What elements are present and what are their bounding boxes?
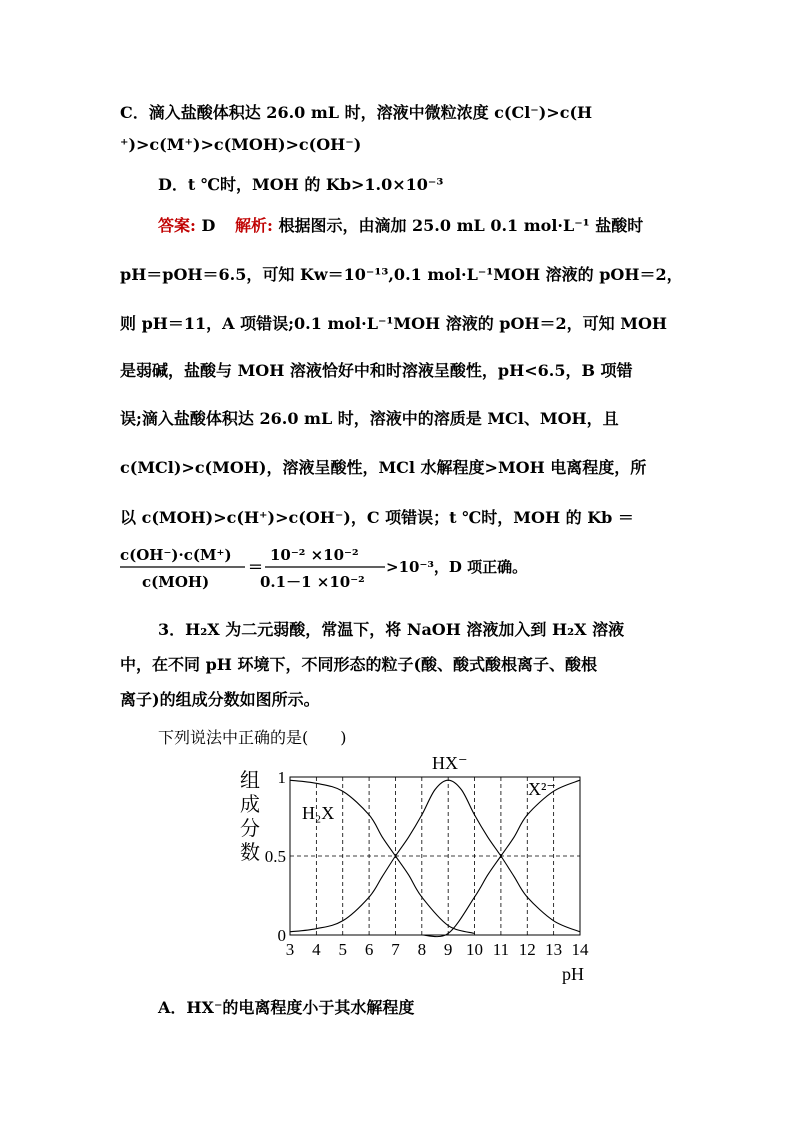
analysis-line-1: pH＝pOH＝6.5，可知 Kw＝10⁻¹³,0.1 mol·L⁻¹MOH 溶液的 pOH＝2， — [120, 265, 683, 284]
x-tick-label-3: 3 — [285, 940, 295, 959]
y-axis-label-char-1: 成 — [240, 794, 260, 816]
analysis-line-0: 根据图示，由滴加 25.0 mL 0.1 mol·L⁻¹ 盐酸时 — [278, 216, 644, 235]
formula-lhs-num: c(OH⁻)·c(M⁺) — [120, 546, 232, 564]
analysis-line-4: 误;滴入盐酸体积达 26.0 mL 时，溶液中的溶质是 MCl、MOH，且 — [120, 409, 619, 428]
q3-line-0: 3．H₂X 为二元弱酸，常温下，将 NaOH 溶液加入到 H₂X 溶液 — [158, 620, 625, 639]
q3-line-1: 中，在不同 pH 环境下，不同形态的粒子(酸、酸式酸根离子、酸根 — [120, 655, 598, 674]
answer-label: 答案: — [158, 216, 196, 235]
x-tick-label-14: 14 — [571, 940, 589, 959]
formula-rhs-den: 0.1－1 ×10⁻² — [260, 573, 365, 591]
composition-chart — [232, 755, 594, 985]
analysis-line-2: 则 pH＝11，A 项错误;0.1 mol·L⁻¹MOH 溶液的 pOH＝2，可知 MOH — [120, 314, 668, 333]
answer-line — [158, 213, 643, 236]
series-label-1: HX⁻ — [432, 755, 468, 773]
x-tick-label-7: 7 — [391, 940, 400, 959]
x-tick-label-11: 11 — [492, 940, 510, 959]
option-d: D．t ℃时，MOH 的 Kb>1.0×10⁻³ — [158, 175, 444, 194]
analysis-label: 解析: — [234, 216, 273, 235]
y-tick-label-0: 0 — [277, 926, 286, 945]
x-tick-label-8: 8 — [417, 940, 427, 959]
series-label-2: X²⁻ — [528, 779, 556, 799]
option-c: C．滴入盐酸体积达 26.0 mL 时，溶液中微粒浓度 c(Cl⁻)>c(H — [120, 103, 593, 122]
analysis-line-5: c(MCl)>c(MOH)，溶液呈酸性，MCl 水解程度>MOH 电离程度，所 — [120, 458, 647, 477]
x-tick-label-5: 5 — [338, 940, 347, 959]
x-tick-label-4: 4 — [312, 940, 321, 959]
x-axis-label: pH — [562, 964, 584, 984]
y-axis-label-char-0: 组 — [240, 770, 260, 792]
formula-rhs-num: 10⁻² ×10⁻² — [270, 546, 359, 564]
option-a: A．HX⁻的电离程度小于其水解程度 — [158, 998, 415, 1017]
y-tick-label-0.5: 0.5 — [264, 847, 286, 866]
y-tick-label-1: 1 — [277, 768, 286, 787]
kb-formula — [120, 540, 580, 598]
analysis-line-6: 以 c(MOH)>c(H⁺)>c(OH⁻)，C 项错误；t ℃时，MOH 的 Kb ＝ — [120, 508, 634, 527]
x-tick-label-9: 9 — [443, 940, 453, 959]
x-tick-label-13: 13 — [545, 940, 563, 959]
analysis-line-3: 是弱碱，盐酸与 MOH 溶液恰好中和时溶液呈酸性，pH<6.5，B 项错 — [120, 361, 633, 380]
x-tick-label-12: 12 — [518, 940, 536, 959]
formula-equals: ＝ — [248, 558, 264, 576]
x-tick-label-6: 6 — [364, 940, 374, 959]
y-axis-label-char-2: 分 — [240, 818, 260, 840]
x-tick-label-10: 10 — [466, 940, 484, 959]
answer-value: D — [201, 216, 216, 235]
q3-prompt: 下列说法中正确的是( ) — [158, 728, 347, 747]
series-label-0: H₂X — [302, 803, 335, 823]
chart-grid — [290, 777, 580, 935]
formula-tail: >10⁻³，D 项正确。 — [386, 558, 528, 576]
formula-lhs-den: c(MOH) — [142, 573, 210, 591]
q3-line-2: 离子)的组成分数如图所示。 — [120, 690, 320, 709]
y-axis-label-char-3: 数 — [240, 842, 260, 864]
option-c-continued: ⁺)>c(M⁺)>c(MOH)>c(OH⁻) — [120, 135, 362, 154]
